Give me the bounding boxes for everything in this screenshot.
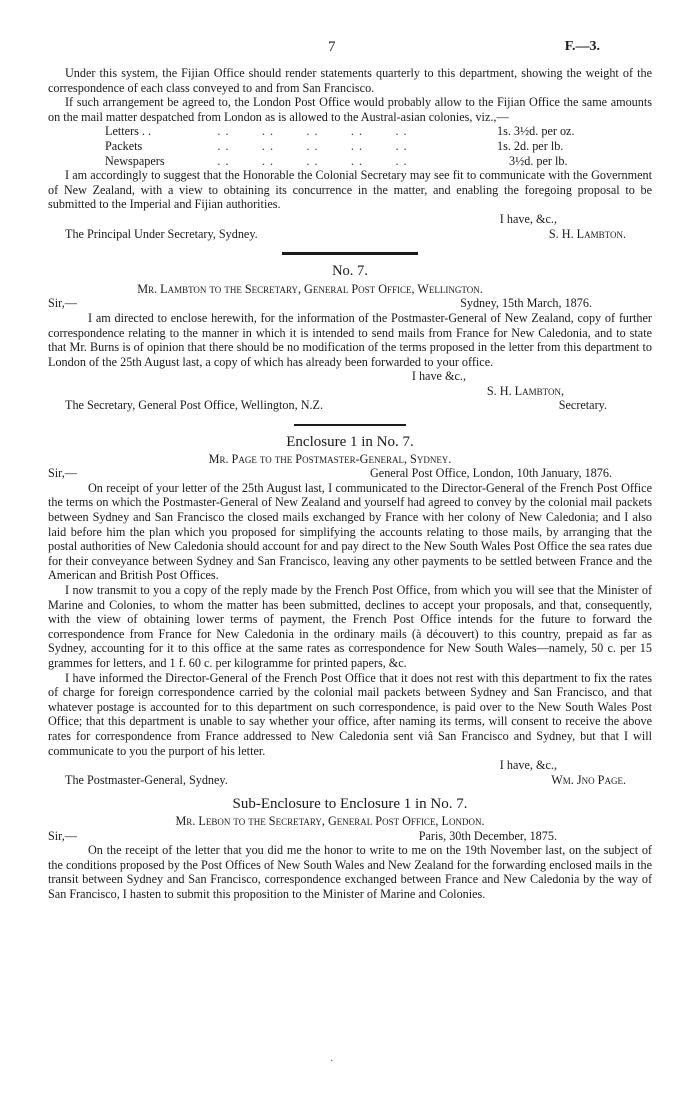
salutation: Sir,— (48, 296, 77, 311)
enclosure-heading: Enclosure 1 in No. 7. (286, 434, 414, 451)
rate-value: 1s. 3½d. per oz. (497, 124, 575, 139)
signature: Wm. Jno Page. (551, 772, 626, 787)
paper-reference: F.—3. (564, 39, 600, 54)
letter-paragraph-2: I now transmit to you a copy of the reply made by the French Post Office, from which you will see that the Minister of Marine and Colonies, to whom the matter has been submitted, declines to accept your proposals, and that, consequently, with the view of obtaining lower terms of payment, the French Post Office intends for the future to forward the correspondence from France for New Caledonia in the ordinary mails (à découvert) to this country, prepaid as far as Sydney, accounting for it to this office at the same rates as correspondence for New South Wales—namely, 50 c. per 15 grammes for letters, and 1 f. 60 c. per kilogramme for printed papers, &c. (48, 583, 652, 670)
from-line: Mr. Page to the Postmaster-General, Sydney. (208, 451, 452, 466)
rate-label: Letters . . (105, 124, 152, 139)
page-header (0, 40, 700, 60)
salutation: Sir,— (48, 828, 77, 843)
rate-label: Newspapers (105, 153, 165, 168)
signature-row (48, 227, 652, 242)
intro-paragraph-2: If such arrangement be agreed to, the London Post Office would probably allow to the Fijian Office the same amounts on the mail matter despatched from London as is allowed to the Austral-asian colonies, viz.,— (48, 95, 652, 124)
signatory-title: Secretary. (558, 398, 607, 413)
dateline: Sydney, 15th March, 1876. (460, 296, 592, 311)
salutation-row (48, 466, 652, 481)
rate-value: 1s. 2d. per lb. (497, 138, 564, 153)
footer-mark: · (330, 1056, 334, 1067)
salutation: Sir,— (48, 466, 77, 481)
signature-row (48, 398, 652, 413)
closing: I have &c., (411, 369, 466, 384)
from-line: Mr. Lebon to the Secretary, General Post Office, London. (175, 813, 485, 828)
leader-dots: . . . . . . . . . . (185, 124, 408, 139)
dateline: Paris, 30th December, 1875. (418, 828, 557, 843)
salutation-row (48, 829, 652, 844)
leader-dots: . . . . . . . . . . (185, 153, 408, 168)
signature-row (48, 773, 652, 788)
document-body (48, 66, 652, 901)
page-number: 7 (328, 39, 336, 55)
rate-row (48, 154, 652, 169)
addressee: The Principal Under Secretary, Sydney. (65, 226, 258, 241)
signature: S. H. Lambton, (486, 383, 564, 398)
letter-body: On the receipt of the letter that you did me the honor to write to me on the 19th November last, on the subject of the conditions proposed by the Post Offices of New South Wales and New Zealand for the forwarding enclosed mails in the transit between Sydney and San Francisco, correspondence exchanged between France and New Caledonia by the way of San Francisco, I hasten to submit this proposition to the Minister of Marine and Colonies. (48, 843, 652, 901)
rate-row (48, 124, 652, 139)
rate-value: 3½d. per lb. (509, 153, 568, 168)
letter-body: I am directed to enclose herewith, for the information of the Postmaster-General of New Zealand, copy of further correspondence relating to the manner in which it is intended to send mails from France for New Caledonia, and to state that Mr. Burns is of opinion that there should be no modification of the terms proposed in the letter from this department to London of the 25th August last, a copy of which has already been forwarded to your office. (48, 310, 652, 369)
rates-table (48, 124, 652, 168)
closing: I have, &c., (499, 211, 557, 226)
salutation-row (48, 296, 652, 311)
letter-heading: No. 7. (332, 263, 368, 280)
dateline: General Post Office, London, 10th January, 1876. (369, 466, 612, 481)
subenclosure-heading: Sub-Enclosure to Enclosure 1 in No. 7. (232, 796, 468, 813)
closing: I have, &c., (499, 758, 557, 773)
signature: S. H. Lambton. (548, 226, 626, 241)
rate-row (48, 139, 652, 154)
intro-paragraph-1: Under this system, the Fijian Office should render statements quarterly to this department, showing the weight of the correspondence of each class conveyed to and from San Francisco. (48, 66, 652, 95)
letter-paragraph-1: On receipt of your letter of the 25th August last, I communicated to the Director-General of the French Post Office the terms on which the Postmaster-General of New Zealand and yourself had agreed to convey by the colonial mail packets between Sydney and San Francisco the closed mails exchanged by France with her colony of New Caledonia; and I also laid before him the plan which you proposed for simplifying the accounts relating to those mails, by arranging that the postal authorities of New Caledonia should account for and pay direct to the New South Wales Post Office the sea rates due for their conveyance between Sydney and San Francisco, leaving any other payments to be settled between France and the American and British Post Offices. (48, 480, 652, 583)
from-line: Mr. Lambton to the Secretary, General Post Office, Wellington. (137, 281, 483, 296)
intro-paragraph-3: I am accordingly to suggest that the Honorable the Colonial Secretary may see fit to communicate with the Government of New Zealand, with a view to obtaining its concurrence in the matter, and enabling the foregoing proposal to be submitted to the Imperial and Fijian authorities. (48, 168, 652, 212)
letter-paragraph-3: I have informed the Director-General of the French Post Office that it does not rest with this department to fix the rates of charge for foreign correspondence carried by the colonial mail packets between Sydney and San Francisco, and that whatever postage is accounted for to this department on such correspondence, is paid over to the New South Wales Post Office; that this department is unable to say whether your office, after naming its terms, will consent to receive the above rates for correspondence from France addressed to New Caledonia sent viâ San Francisco and Sydney, but that I will communicate to you the purport of his letter. (48, 670, 652, 758)
addressee: The Postmaster-General, Sydney. (65, 772, 228, 787)
section-divider (294, 424, 406, 426)
leader-dots: . . . . . . . . . . (185, 138, 408, 153)
section-divider (282, 252, 418, 255)
rate-label: Packets (105, 138, 143, 153)
addressee: The Secretary, General Post Office, Wellington, N.Z. (65, 398, 324, 413)
